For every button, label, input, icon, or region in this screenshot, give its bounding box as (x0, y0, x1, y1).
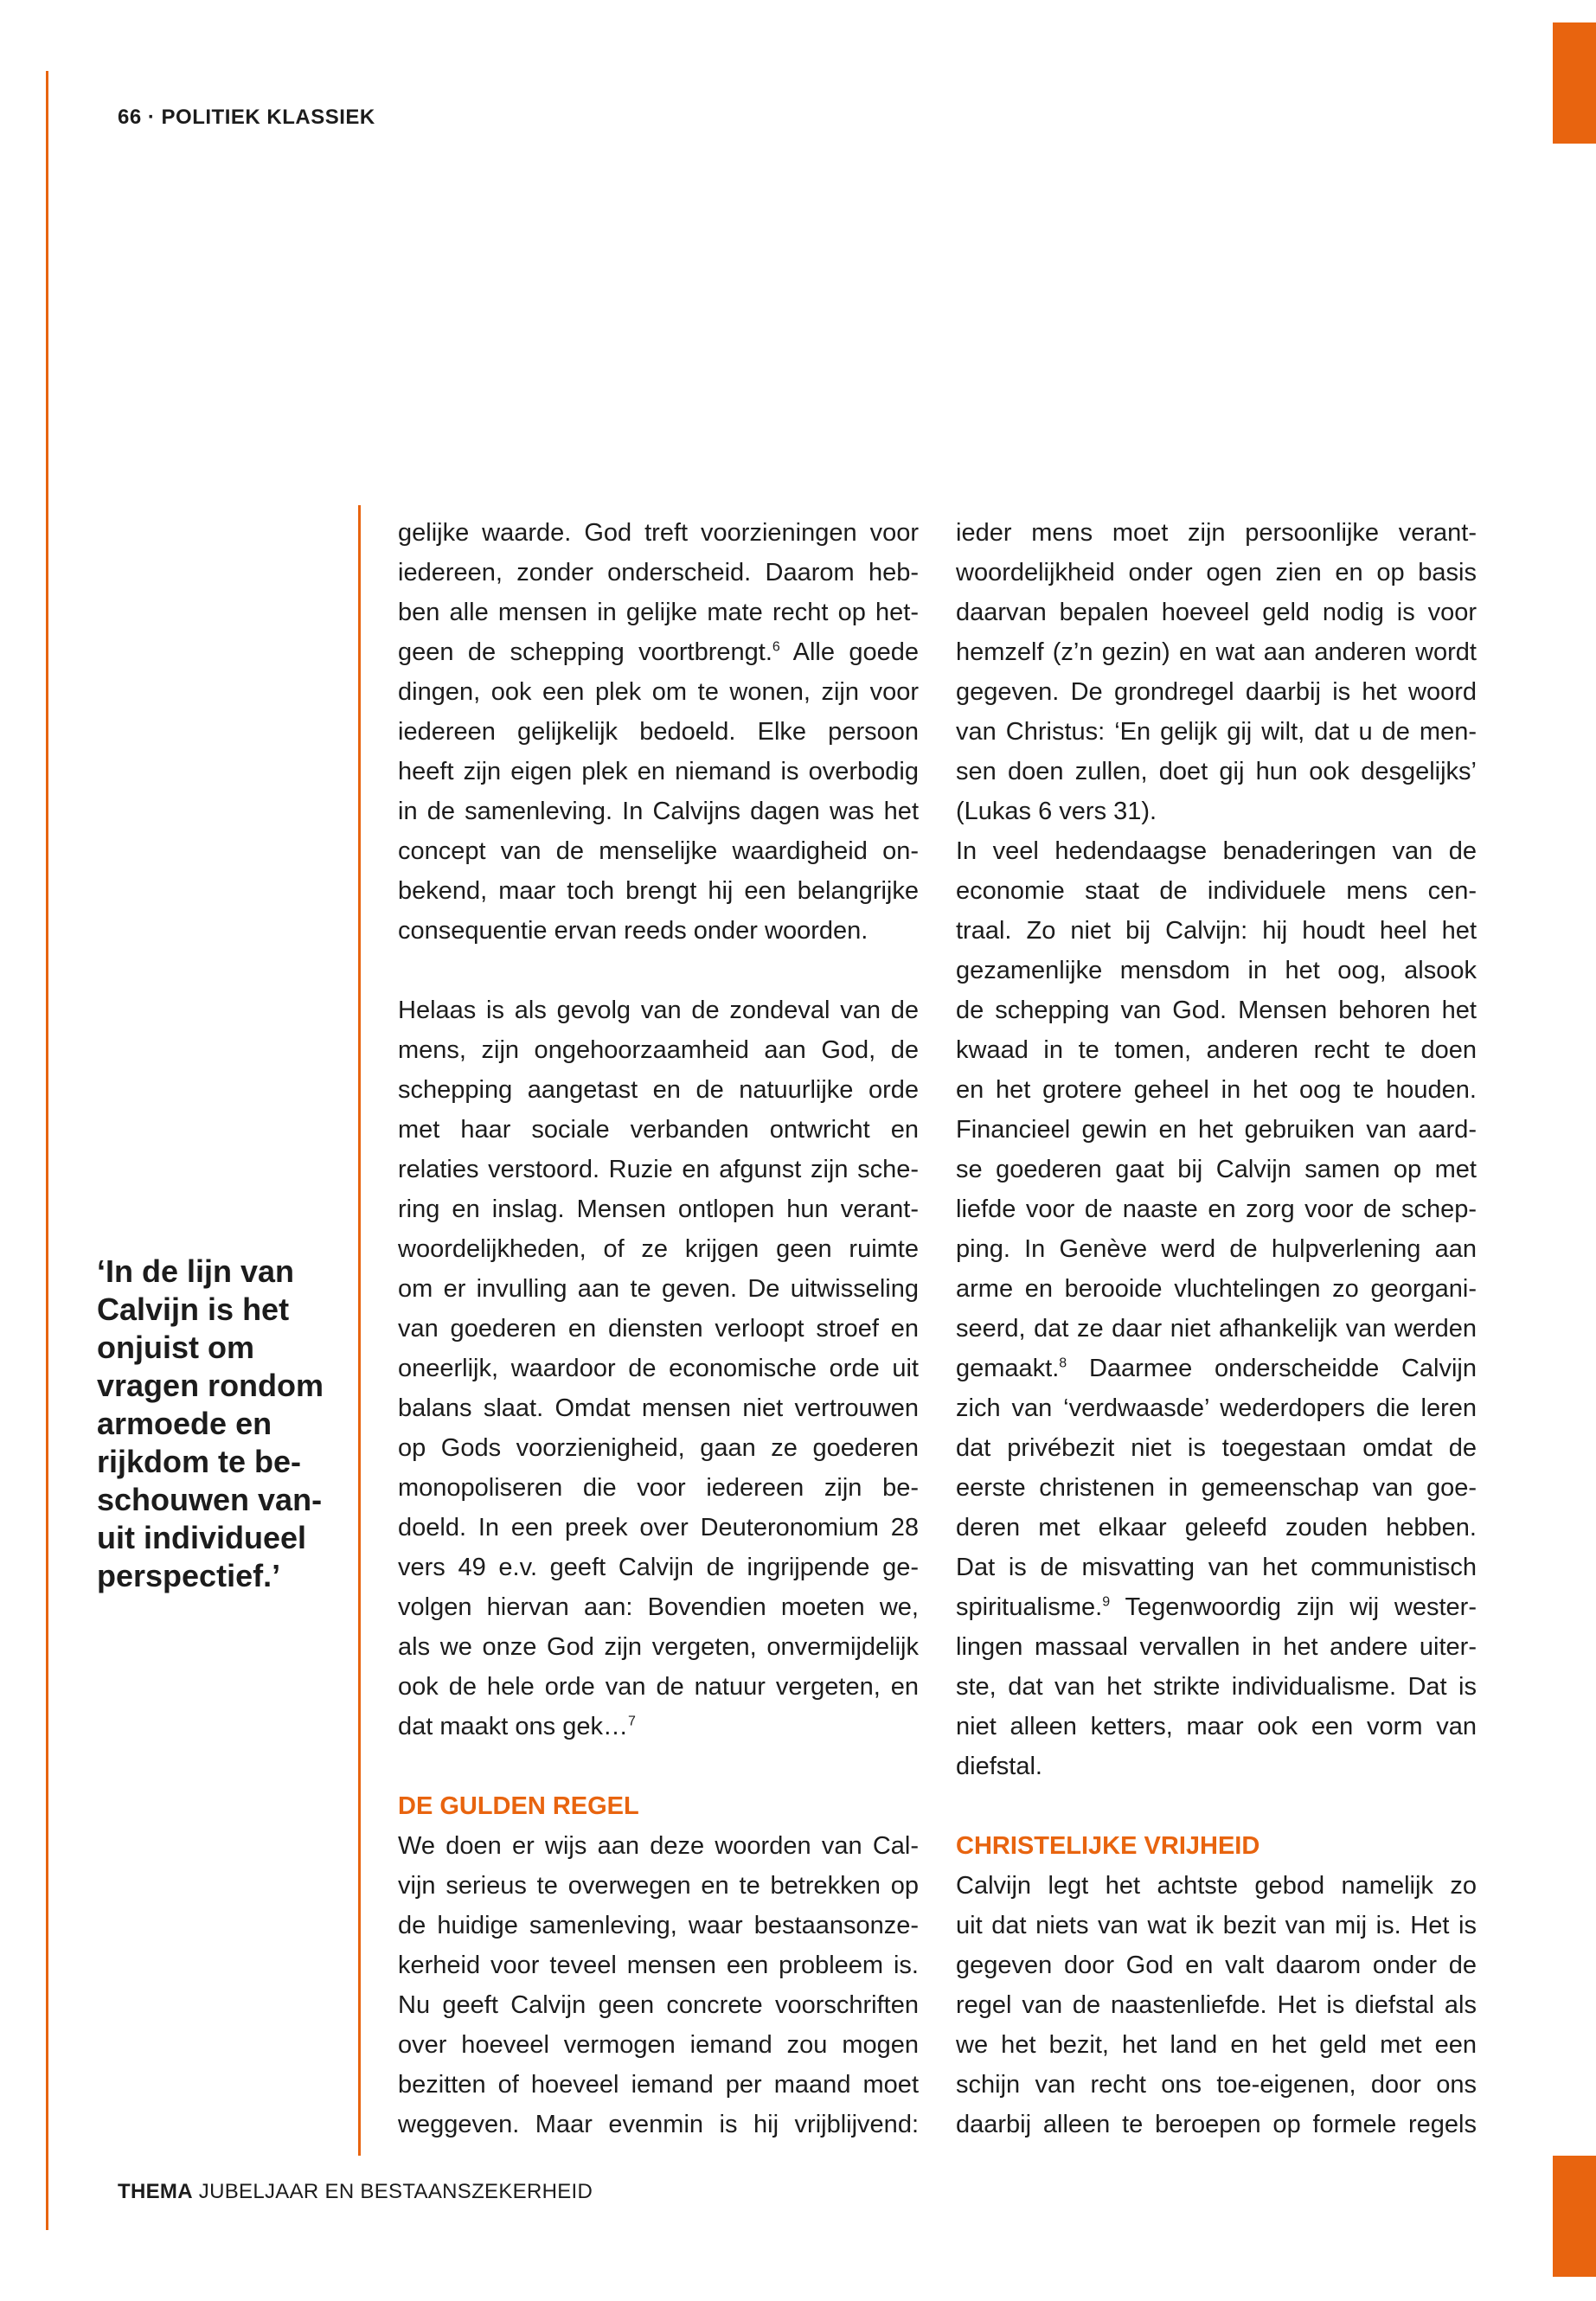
paragraph-gap (398, 951, 919, 990)
pull-quote-line: Calvijn is het (97, 1292, 290, 1327)
body-line: se goederen gaat bij Calvijn samen op met (956, 1156, 1477, 1183)
pull-quote-line: ‘In de lijn van (97, 1253, 295, 1289)
body-line: op Gods voorzienigheid, gaan ze goederen (398, 1434, 919, 1462)
body-line: consequentie ervan reeds onder woorden. (398, 917, 869, 945)
body-line: vijn serieus te overwegen en te betrekken op (398, 1872, 919, 1900)
body-line: uit dat niets van wat ik bezit van mij is. Het is (956, 1912, 1477, 1939)
body-line: lingen massaal vervallen in het andere uiter- (956, 1633, 1477, 1661)
body-line: schijn van recht ons toe-eigenen, door ons (956, 2071, 1477, 2099)
body-line: schepping aangetast en de natuurlijke orde (398, 1076, 919, 1104)
footnote-marker: 7 (627, 1714, 636, 1729)
text-column-2 (956, 513, 1477, 2144)
body-line: dingen, ook een plek om te wonen, zijn voor (398, 678, 919, 706)
header-separator: · (147, 106, 156, 129)
body-line: volgen hiervan aan: Bovendien moeten we, (398, 1593, 919, 1621)
pull-quote-line: rijkdom te be- (97, 1444, 302, 1479)
section-heading: CHRISTELIJKE VRIJHEID (956, 1832, 1260, 1860)
body-line: van goederen en diensten verloopt stroef en (398, 1315, 919, 1343)
body-line: de schepping van God. Mensen behoren het (956, 997, 1477, 1024)
column-rule (358, 505, 361, 2156)
body-line: concept van de menselijke waardigheid on- (398, 837, 919, 865)
section-heading: DE GULDEN REGEL (398, 1792, 639, 1820)
pull-quote-line: uit individueel (97, 1520, 307, 1555)
body-line: Calvijn legt het achtste gebod namelijk zo (956, 1872, 1477, 1900)
body-line: we het bezit, het land en het geld met een (956, 2031, 1477, 2059)
body-line: economie staat de individuele mens cen- (956, 877, 1477, 905)
body-line: (Lukas 6 vers 31). (956, 798, 1157, 825)
body-line: arme en berooide vluchtelingen zo georgani- (956, 1275, 1477, 1303)
body-line: hemzelf (z’n gezin) en wat aan anderen wordt (956, 638, 1477, 666)
pull-quote-line: armoede en (97, 1406, 272, 1441)
body-text: spiritualisme. (956, 1593, 1103, 1621)
theme-label: THEMA (118, 2180, 193, 2203)
body-line: balans slaat. Omdat mensen niet vertrouwen (398, 1394, 919, 1422)
body-line: seerd, dat ze daar niet afhankelijk van werden (956, 1315, 1477, 1343)
body-line: vers 49 e.v. geeft Calvijn de ingrijpende ge- (398, 1554, 919, 1581)
footnote-marker: 8 (1059, 1356, 1067, 1371)
footnote-marker: 9 (1102, 1594, 1111, 1610)
body-line: mens, zijn ongehoorzaamheid aan God, de (398, 1036, 919, 1064)
body-line: doeld. In een preek over Deuteronomium 28 (398, 1514, 919, 1541)
body-line: als we onze God zijn vergeten, onvermijdelijk (398, 1633, 919, 1661)
body-text: geen de schepping voortbrengt. (398, 638, 772, 666)
body-line: traal. Zo niet bij Calvijn: hij houdt heel het (956, 917, 1477, 945)
body-line: liefde voor de naaste en zorg voor de schep- (956, 1195, 1477, 1223)
body-text: gemaakt. (956, 1355, 1060, 1382)
footnote-marker: 6 (772, 639, 780, 655)
body-line: over hoeveel vermogen iemand zou mogen (398, 2031, 919, 2059)
pull-quote (97, 1253, 339, 1595)
pull-quote-line: perspectief.’ (97, 1558, 281, 1593)
body-line: zich van ‘verdwaasde’ wederdopers die leren (956, 1394, 1477, 1422)
body-line: gezamenlijke mensdom in het oog, alsook (956, 957, 1477, 984)
body-line: iedereen gelijkelijk bedoeld. Elke persoon (398, 718, 919, 746)
running-footer (118, 2180, 593, 2204)
body-line: sen doen zullen, doet gij hun ook desgelijks’ (956, 758, 1477, 785)
body-line: In veel hedendaagse benaderingen van de (956, 837, 1477, 865)
body-line: eerste christenen in gemeenschap van goe- (956, 1474, 1477, 1502)
body-line: Nu geeft Calvijn geen concrete voorschriften (398, 1991, 919, 2019)
body-line: regel van de naastenliefde. Het is diefstal als (956, 1991, 1477, 2019)
body-line-with-footnote (398, 632, 919, 672)
body-line: We doen er wijs aan deze woorden van Cal- (398, 1832, 919, 1860)
body-text: Tegenwoordig zijn wij wester- (1125, 1593, 1477, 1621)
theme-title: JUBELJAAR EN BESTAANSZEKERHEID (198, 2180, 593, 2203)
body-line: om er invulling aan te geven. De uitwisseling (398, 1275, 919, 1303)
body-line: ste, dat van het strikte individualisme. Dat is (956, 1673, 1477, 1701)
body-line: Helaas is als gevolg van de zondeval van de (398, 997, 919, 1024)
body-line: monopoliseren die voor iedereen zijn be- (398, 1474, 919, 1502)
body-line: deren met elkaar geleefd zouden hebben. (956, 1514, 1477, 1541)
body-line: en het grotere geheel in het oog te houden. (956, 1076, 1477, 1104)
body-line: woordelijkheden, of ze krijgen geen ruimte (398, 1235, 919, 1263)
body-line: ring en inslag. Mensen ontlopen hun verant- (398, 1195, 919, 1223)
body-text: Alle goede (792, 638, 919, 666)
body-line-with-footnote (956, 1587, 1477, 1627)
body-line: daarbij alleen te beroepen op formele regels (956, 2111, 1477, 2138)
body-line: iedereen, zonder onderscheid. Daarom heb- (398, 559, 919, 586)
body-line: relaties verstoord. Ruzie en afgunst zijn sche- (398, 1156, 919, 1183)
body-line: bezitten of hoeveel iemand per maand moet (398, 2071, 919, 2099)
page-number: 66 (118, 106, 142, 129)
orange-tab-top (1553, 22, 1596, 144)
paragraph-gap (398, 1747, 919, 1786)
pull-quote-line: onjuist om (97, 1330, 254, 1365)
body-line: ieder mens moet zijn persoonlijke verant- (956, 519, 1477, 547)
body-text: dat maakt ons gek… (398, 1713, 628, 1740)
body-line: diefstal. (956, 1753, 1042, 1780)
pull-quote-line: schouwen van- (97, 1482, 323, 1517)
body-line-with-footnote (398, 1707, 919, 1747)
body-line: oneerlijk, waardoor de economische orde uit (398, 1355, 919, 1382)
paragraph-gap (956, 1786, 1477, 1826)
body-line: in de samenleving. In Calvijns dagen was het (398, 798, 919, 825)
body-line: gegeven. De grondregel daarbij is het woord (956, 678, 1477, 706)
body-line: gelijke waarde. God treft voorzieningen voor (398, 519, 919, 547)
body-line: met haar sociale verbanden ontwricht en (398, 1116, 919, 1144)
body-line: ook de hele orde van de natuur vergeten, en (398, 1673, 919, 1701)
body-line: Dat is de misvatting van het communistisch (956, 1554, 1477, 1581)
pull-quote-line: vragen rondom (97, 1368, 324, 1403)
body-line: daarvan bepalen hoeveel geld nodig is voor (956, 599, 1477, 626)
body-line: dat privébezit niet is toegestaan omdat de (956, 1434, 1477, 1462)
running-header (118, 106, 375, 130)
body-line: weggeven. Maar evenmin is hij vrijblijvend: (398, 2111, 919, 2138)
body-line: gegeven door God en valt daarom onder de (956, 1952, 1477, 1979)
text-column-1 (398, 513, 919, 2144)
section-title: POLITIEK KLASSIEK (161, 106, 375, 129)
body-line-with-footnote (956, 1349, 1477, 1388)
margin-rule-left (46, 71, 48, 2230)
body-line: kerheid voor teveel mensen een probleem is. (398, 1952, 919, 1979)
body-line: kwaad in te tomen, anderen recht te doen (956, 1036, 1477, 1064)
body-line: bekend, maar toch brengt hij een belangrijke (398, 877, 919, 905)
orange-tab-bottom (1553, 2156, 1596, 2277)
body-line: Financieel gewin en het gebruiken van aard- (956, 1116, 1477, 1144)
body-text: Daarmee onderscheidde Calvijn (1088, 1355, 1477, 1382)
body-line: woordelijkheid onder ogen zien en op basis (956, 559, 1477, 586)
body-line: de huidige samenleving, waar bestaansonze- (398, 1912, 919, 1939)
body-line: ben alle mensen in gelijke mate recht op het- (398, 599, 919, 626)
body-line: heeft zijn eigen plek en niemand is overbodig (398, 758, 919, 785)
body-line: van Christus: ‘En gelijk gij wilt, dat u de men- (956, 718, 1477, 746)
body-line: niet alleen ketters, maar ook een vorm van (956, 1713, 1477, 1740)
body-line: ping. In Genève werd de hulpverlening aan (956, 1235, 1477, 1263)
